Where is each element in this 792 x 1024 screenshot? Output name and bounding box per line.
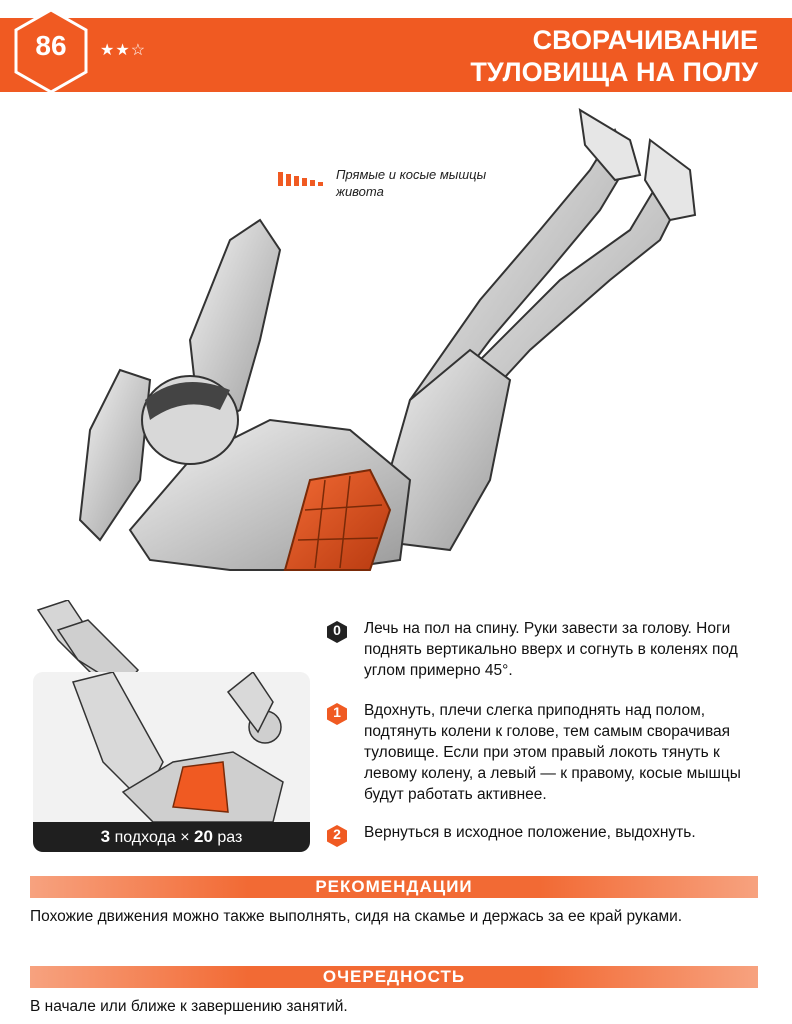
title-line-2: ТУЛОВИЩА НА ПОЛУ [470,57,758,87]
step-number: 1 [333,704,341,720]
step-text: Вдохнуть, плечи слегка приподнять над полом, подтянуть колени к голове, тем самым сворачивая туловище. Если при этом правый локоть тянуть к левому колену, а левый — к правому, косые мышцы будут работать активнее. [364,702,741,803]
legend-line-2: живота [336,184,384,199]
sets-reps-bar [33,822,310,852]
step-text: Вернуться в исходное положение, выдохнуть. [364,824,696,841]
recommendations-text: Похожие движения можно также выполнять, сидя на скамье и держась за ее край руками. [30,908,683,925]
step-2 [326,822,766,848]
small-illustration-panel [33,672,310,852]
reps-word: раз [217,829,243,846]
step-text: Лечь на пол на спину. Руки завести за голову. Ноги поднять вертикально вверх и согнуть в коленях под углом примерно 45°. [364,620,738,679]
step-0 [326,618,766,682]
title-line-1: СВОРАЧИВАНИЕ [532,25,758,55]
exercise-title [158,24,758,88]
order-text: В начале или ближе к завершению занятий. [30,998,348,1015]
sets-count: 3 [100,827,111,846]
step-number: 0 [333,622,341,638]
page-number: 86 [35,30,67,61]
recommendations-heading: РЕКОМЕНДАЦИИ [30,876,758,898]
step-1 [326,700,766,810]
small-anatomy-illustration [33,672,310,832]
legend-line-1: Прямые и косые мышцы [336,167,487,182]
reps-count: 20 [194,827,213,846]
times-sign: × [180,829,190,846]
order-heading: ОЧЕРЕДНОСТЬ [30,966,758,988]
main-anatomy-illustration [70,100,710,590]
difficulty-stars-icon: ★★☆ [100,42,147,59]
step-number: 2 [333,826,341,842]
sets-word: подхода [114,829,176,846]
